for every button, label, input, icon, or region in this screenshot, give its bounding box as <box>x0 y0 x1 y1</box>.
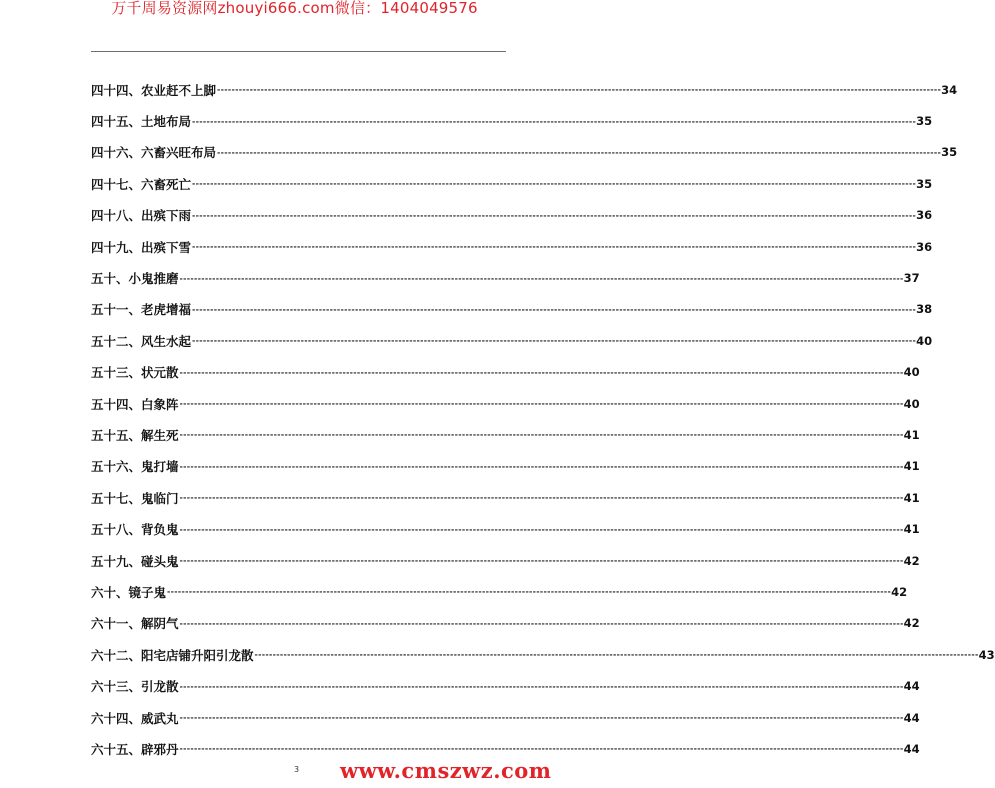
toc-entry-leader: -------------------------------------------------------------------------------------------------------------------------------------------------------------------------------------------------------- <box>179 399 904 409</box>
toc-entry-leader: -------------------------------------------------------------------------------------------------------------------------------------------------------------------------------------------------------- <box>179 524 904 534</box>
toc-entry[interactable] <box>91 513 920 544</box>
toc-entry-number: 五十八、 <box>91 522 142 538</box>
toc-entry-number: 四十八、 <box>91 208 142 224</box>
toc-entry-title: 白象阵 <box>141 396 179 412</box>
toc-entry-page: 44 <box>903 679 920 694</box>
toc-entry[interactable] <box>91 388 920 419</box>
toc-entry-page: 37 <box>903 271 920 286</box>
toc-entry-page: 44 <box>903 710 920 725</box>
toc-entry-page: 41 <box>903 522 920 537</box>
toc-entry-number: 四十九、 <box>91 239 142 255</box>
toc-entry-title: 六畜死亡 <box>141 176 192 192</box>
toc-entry-title: 阳宅店铺升阳引龙散 <box>141 647 254 663</box>
toc-entry[interactable] <box>91 137 958 168</box>
toc-entry-number: 五十七、 <box>91 490 142 506</box>
toc-entry-title: 出殡下雪 <box>141 239 192 255</box>
toc-entry[interactable] <box>91 294 933 325</box>
toc-entry-leader: -------------------------------------------------------------------------------------------------------------------------------------------------------------------------------------------------------- <box>179 556 904 566</box>
toc-entry-leader: -------------------------------------------------------------------------------------------------------------------------------------------------------------------------------------------------------- <box>179 618 904 628</box>
toc-entry-number: 六十四、 <box>91 710 142 726</box>
toc-entry-leader: -------------------------------------------------------------------------------------------------------------------------------------------------------------------------------------------------------- <box>179 493 904 503</box>
toc-entry-leader: -------------------------------------------------------------------------------------------------------------------------------------------------------------------------------------------------------- <box>179 713 904 722</box>
toc-entry-number: 六十一、 <box>91 616 142 632</box>
toc-entry-number: 五十、 <box>91 271 129 287</box>
toc-entry-page: 42 <box>903 616 920 631</box>
toc-entry[interactable] <box>91 357 920 388</box>
toc-entry[interactable] <box>91 482 920 513</box>
toc-entry-page: 40 <box>916 333 933 348</box>
toc-entry-leader: -------------------------------------------------------------------------------------------------------------------------------------------------------------------------------------------------------- <box>217 85 942 95</box>
toc-entry-page: 36 <box>916 208 933 223</box>
footer-watermark: www.cmszwz.com <box>340 758 552 783</box>
table-of-contents <box>91 74 995 765</box>
toc-entry-page: 36 <box>916 239 933 254</box>
toc-entry-title: 背负鬼 <box>141 522 179 538</box>
toc-entry-leader: -------------------------------------------------------------------------------------------------------------------------------------------------------------------------------------------------------- <box>217 147 942 157</box>
toc-entry-page: 34 <box>941 82 958 97</box>
toc-entry-title: 威武丸 <box>141 710 179 726</box>
toc-entry-title: 辟邪丹 <box>141 741 179 757</box>
toc-entry-leader: -------------------------------------------------------------------------------------------------------------------------------------------------------------------------------------------------------- <box>192 116 917 126</box>
toc-entry-number: 六十三、 <box>91 679 142 695</box>
toc-entry-number: 五十九、 <box>91 553 142 569</box>
toc-entry-title: 风生水起 <box>141 333 192 349</box>
toc-entry-page: 41 <box>903 427 920 442</box>
toc-entry[interactable] <box>91 545 920 576</box>
toc-entry-title: 鬼打墙 <box>141 459 179 475</box>
toc-entry[interactable] <box>91 168 933 199</box>
toc-entry[interactable] <box>91 451 920 482</box>
toc-entry-page: 42 <box>903 553 920 568</box>
toc-entry-number: 五十四、 <box>91 396 142 412</box>
toc-entry-number: 四十五、 <box>91 114 142 130</box>
toc-entry-title: 解生死 <box>141 427 179 443</box>
toc-entry-leader: -------------------------------------------------------------------------------------------------------------------------------------------------------------------------------------------------------- <box>192 336 917 346</box>
toc-entry-title: 出殡下雨 <box>141 208 192 224</box>
toc-entry-page: 35 <box>916 114 933 129</box>
toc-entry-number: 四十四、 <box>91 82 142 98</box>
toc-entry[interactable] <box>91 325 933 356</box>
toc-entry-number: 五十二、 <box>91 333 142 349</box>
toc-entry[interactable] <box>91 262 920 293</box>
toc-entry-leader: -------------------------------------------------------------------------------------------------------------------------------------------------------------------------------------------------------- <box>179 681 904 691</box>
toc-entry-page: 41 <box>903 490 920 505</box>
toc-entry-number: 五十五、 <box>91 427 142 443</box>
header-watermark: 万千周易资源网zhouyi666.com微信：1404049576 <box>111 0 478 17</box>
toc-entry-title: 农业赶不上脚 <box>141 82 217 98</box>
toc-entry-number: 五十一、 <box>91 302 142 318</box>
toc-entry[interactable] <box>91 419 920 450</box>
toc-entry[interactable] <box>91 639 995 670</box>
toc-entry-number: 六十、 <box>91 584 129 600</box>
toc-entry-leader: -------------------------------------------------------------------------------------------------------------------------------------------------------------------------------------------------------- <box>179 744 904 754</box>
toc-entry-title: 状元散 <box>141 365 179 381</box>
toc-entry-number: 五十六、 <box>91 459 142 475</box>
toc-entry[interactable] <box>91 74 958 105</box>
toc-entry-leader: -------------------------------------------------------------------------------------------------------------------------------------------------------------------------------------------------------- <box>192 179 917 189</box>
header-rule <box>91 51 506 52</box>
toc-entry-title: 六畜兴旺布局 <box>141 145 217 161</box>
toc-entry-title: 小鬼推磨 <box>128 271 179 287</box>
toc-entry-leader: -------------------------------------------------------------------------------------------------------------------------------------------------------------------------------------------------------- <box>192 242 917 252</box>
toc-entry-number: 四十六、 <box>91 145 142 161</box>
toc-entry[interactable] <box>91 231 933 262</box>
toc-entry[interactable] <box>91 608 920 639</box>
toc-entry[interactable] <box>91 702 920 733</box>
toc-entry-number: 四十七、 <box>91 176 142 192</box>
toc-entry-leader: -------------------------------------------------------------------------------------------------------------------------------------------------------------------------------------------------------- <box>167 587 892 597</box>
toc-entry-leader: -------------------------------------------------------------------------------------------------------------------------------------------------------------------------------------------------------- <box>179 367 904 377</box>
toc-entry-title: 土地布局 <box>141 114 192 130</box>
toc-entry-page: 35 <box>916 176 933 191</box>
toc-entry-page: 42 <box>891 584 908 599</box>
toc-entry-leader: -------------------------------------------------------------------------------------------------------------------------------------------------------------------------------------------------------- <box>179 273 904 283</box>
toc-entry-leader: -------------------------------------------------------------------------------------------------------------------------------------------------------------------------------------------------------- <box>179 461 904 471</box>
toc-entry[interactable] <box>91 576 908 607</box>
toc-entry-leader: -------------------------------------------------------------------------------------------------------------------------------------------------------------------------------------------------------- <box>192 210 917 220</box>
toc-entry-page: 40 <box>903 396 920 411</box>
toc-entry[interactable] <box>91 200 933 231</box>
toc-entry-number: 六十二、 <box>91 647 142 663</box>
toc-entry-leader: -------------------------------------------------------------------------------------------------------------------------------------------------------------------------------------------------------- <box>179 430 904 440</box>
page-number: 3 <box>294 765 300 774</box>
toc-entry-page: 43 <box>978 647 995 662</box>
toc-entry-leader: -------------------------------------------------------------------------------------------------------------------------------------------------------------------------------------------------------- <box>254 650 979 660</box>
toc-entry-title: 引龙散 <box>141 679 179 695</box>
toc-entry[interactable] <box>91 105 933 136</box>
toc-entry-title: 碰头鬼 <box>141 553 179 569</box>
toc-entry-leader: -------------------------------------------------------------------------------------------------------------------------------------------------------------------------------------------------------- <box>192 304 917 314</box>
toc-entry-page: 35 <box>941 145 958 160</box>
toc-entry-number: 五十三、 <box>91 365 142 381</box>
toc-entry[interactable] <box>91 670 920 701</box>
toc-entry-page: 40 <box>903 365 920 380</box>
toc-entry-title: 镜子鬼 <box>128 584 167 600</box>
toc-entry-number: 六十五、 <box>91 741 142 757</box>
toc-entry-title: 解阴气 <box>141 616 179 632</box>
toc-entry-title: 老虎增福 <box>141 302 192 318</box>
toc-entry-page: 41 <box>903 459 920 474</box>
toc-entry-title: 鬼临门 <box>141 490 179 506</box>
toc-entry-page: 44 <box>903 741 920 756</box>
toc-entry-page: 38 <box>916 302 933 317</box>
